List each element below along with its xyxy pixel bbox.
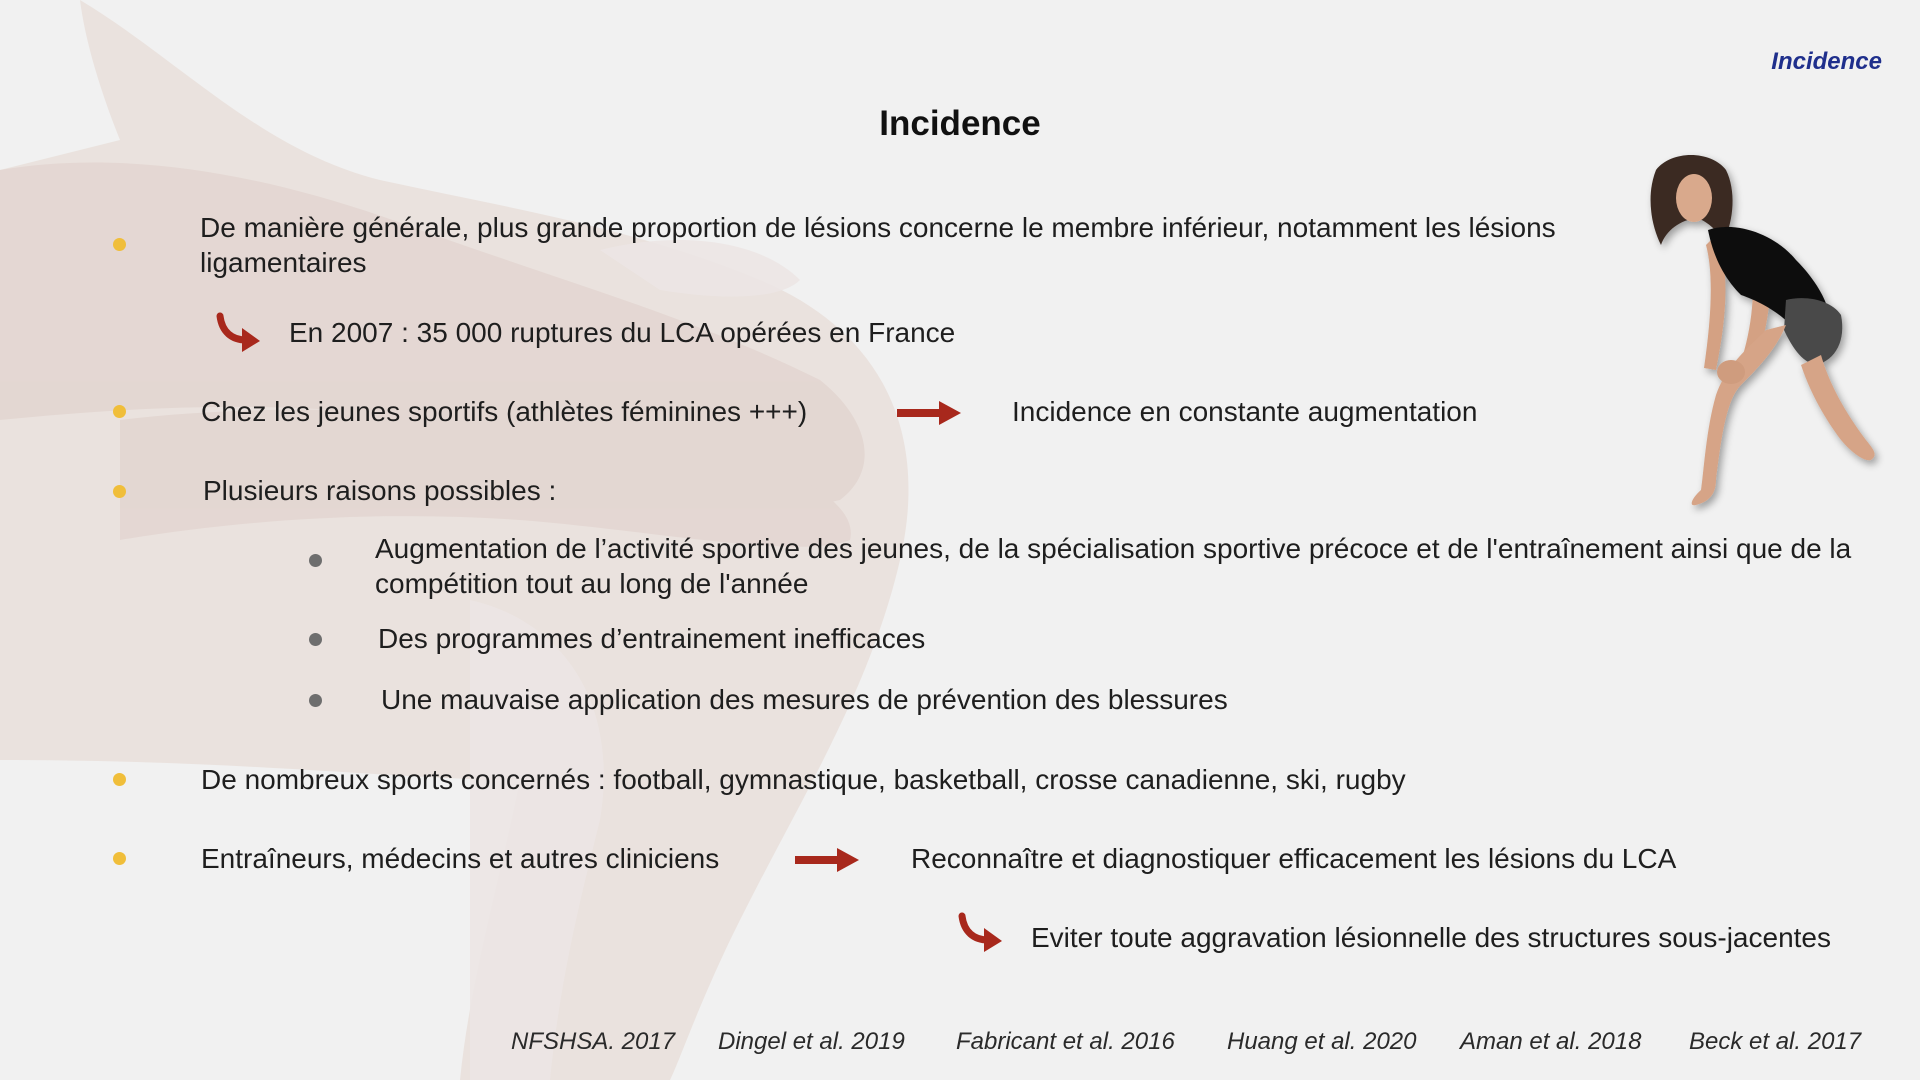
section-tag: Incidence: [1771, 48, 1882, 75]
curved-arrow-icon: [956, 912, 1004, 954]
sub-reason-prevention: Une mauvaise application des mesures de prévention des blessures: [381, 684, 1228, 715]
reference-4: Huang et al. 2020: [1227, 1028, 1417, 1055]
bullet-dot: [113, 238, 126, 251]
bullet-text-young-athletes: Chez les jeunes sportifs (athlètes féminines +++): [201, 396, 808, 427]
bullet-text-reasons: Plusieurs raisons possibles :: [203, 475, 557, 506]
bullet-text-clinicians: Entraîneurs, médecins et autres cliniciens: [201, 843, 720, 874]
reference-5: Aman et al. 2018: [1460, 1028, 1642, 1055]
curved-arrow-icon: [214, 312, 262, 354]
bullet-text-general: De manière générale, plus grande proportion de lésions concerne le membre inférieur, notamment les lésions ligamentaires: [200, 212, 1556, 278]
reference-6: Beck et al. 2017: [1689, 1028, 1862, 1055]
sub-reason-training: Des programmes d’entrainement inefficaces: [378, 623, 926, 654]
bullet-dot: [113, 485, 126, 498]
sub-bullet-dot: [309, 694, 322, 707]
woman-knee-pain-illustration: [1616, 150, 1906, 520]
reference-1: NFSHSA. 2017: [511, 1028, 676, 1055]
right-arrow-icon: [897, 400, 961, 426]
incidence-increase-text: Incidence en constante augmentation: [1012, 396, 1478, 427]
right-arrow-icon: [795, 847, 859, 873]
bullet-dot: [113, 852, 126, 865]
sub-bullet-dot: [309, 633, 322, 646]
avoid-aggravation-text: Eviter toute aggravation lésionnelle des structures sous-jacentes: [1031, 922, 1831, 953]
reference-2: Dingel et al. 2019: [718, 1028, 905, 1055]
sub-bullet-dot: [309, 554, 322, 567]
sub-reason-activity: Augmentation de l’activité sportive des jeunes, de la spécialisation sportive précoce et de l'entraînement ainsi que de la compétition tout au long de l'année: [375, 533, 1852, 599]
sub-text-2007: En 2007 : 35 000 ruptures du LCA opérées en France: [289, 317, 956, 348]
diagnose-text: Reconnaître et diagnostiquer efficacement les lésions du LCA: [911, 843, 1677, 874]
bullet-text-sports: De nombreux sports concernés : football, gymnastique, basketball, crosse canadienne, ski, rugby: [201, 764, 1406, 795]
page-title: Incidence: [879, 104, 1041, 143]
bullet-dot: [113, 405, 126, 418]
bullet-dot: [113, 773, 126, 786]
reference-3: Fabricant et al. 2016: [956, 1028, 1175, 1055]
